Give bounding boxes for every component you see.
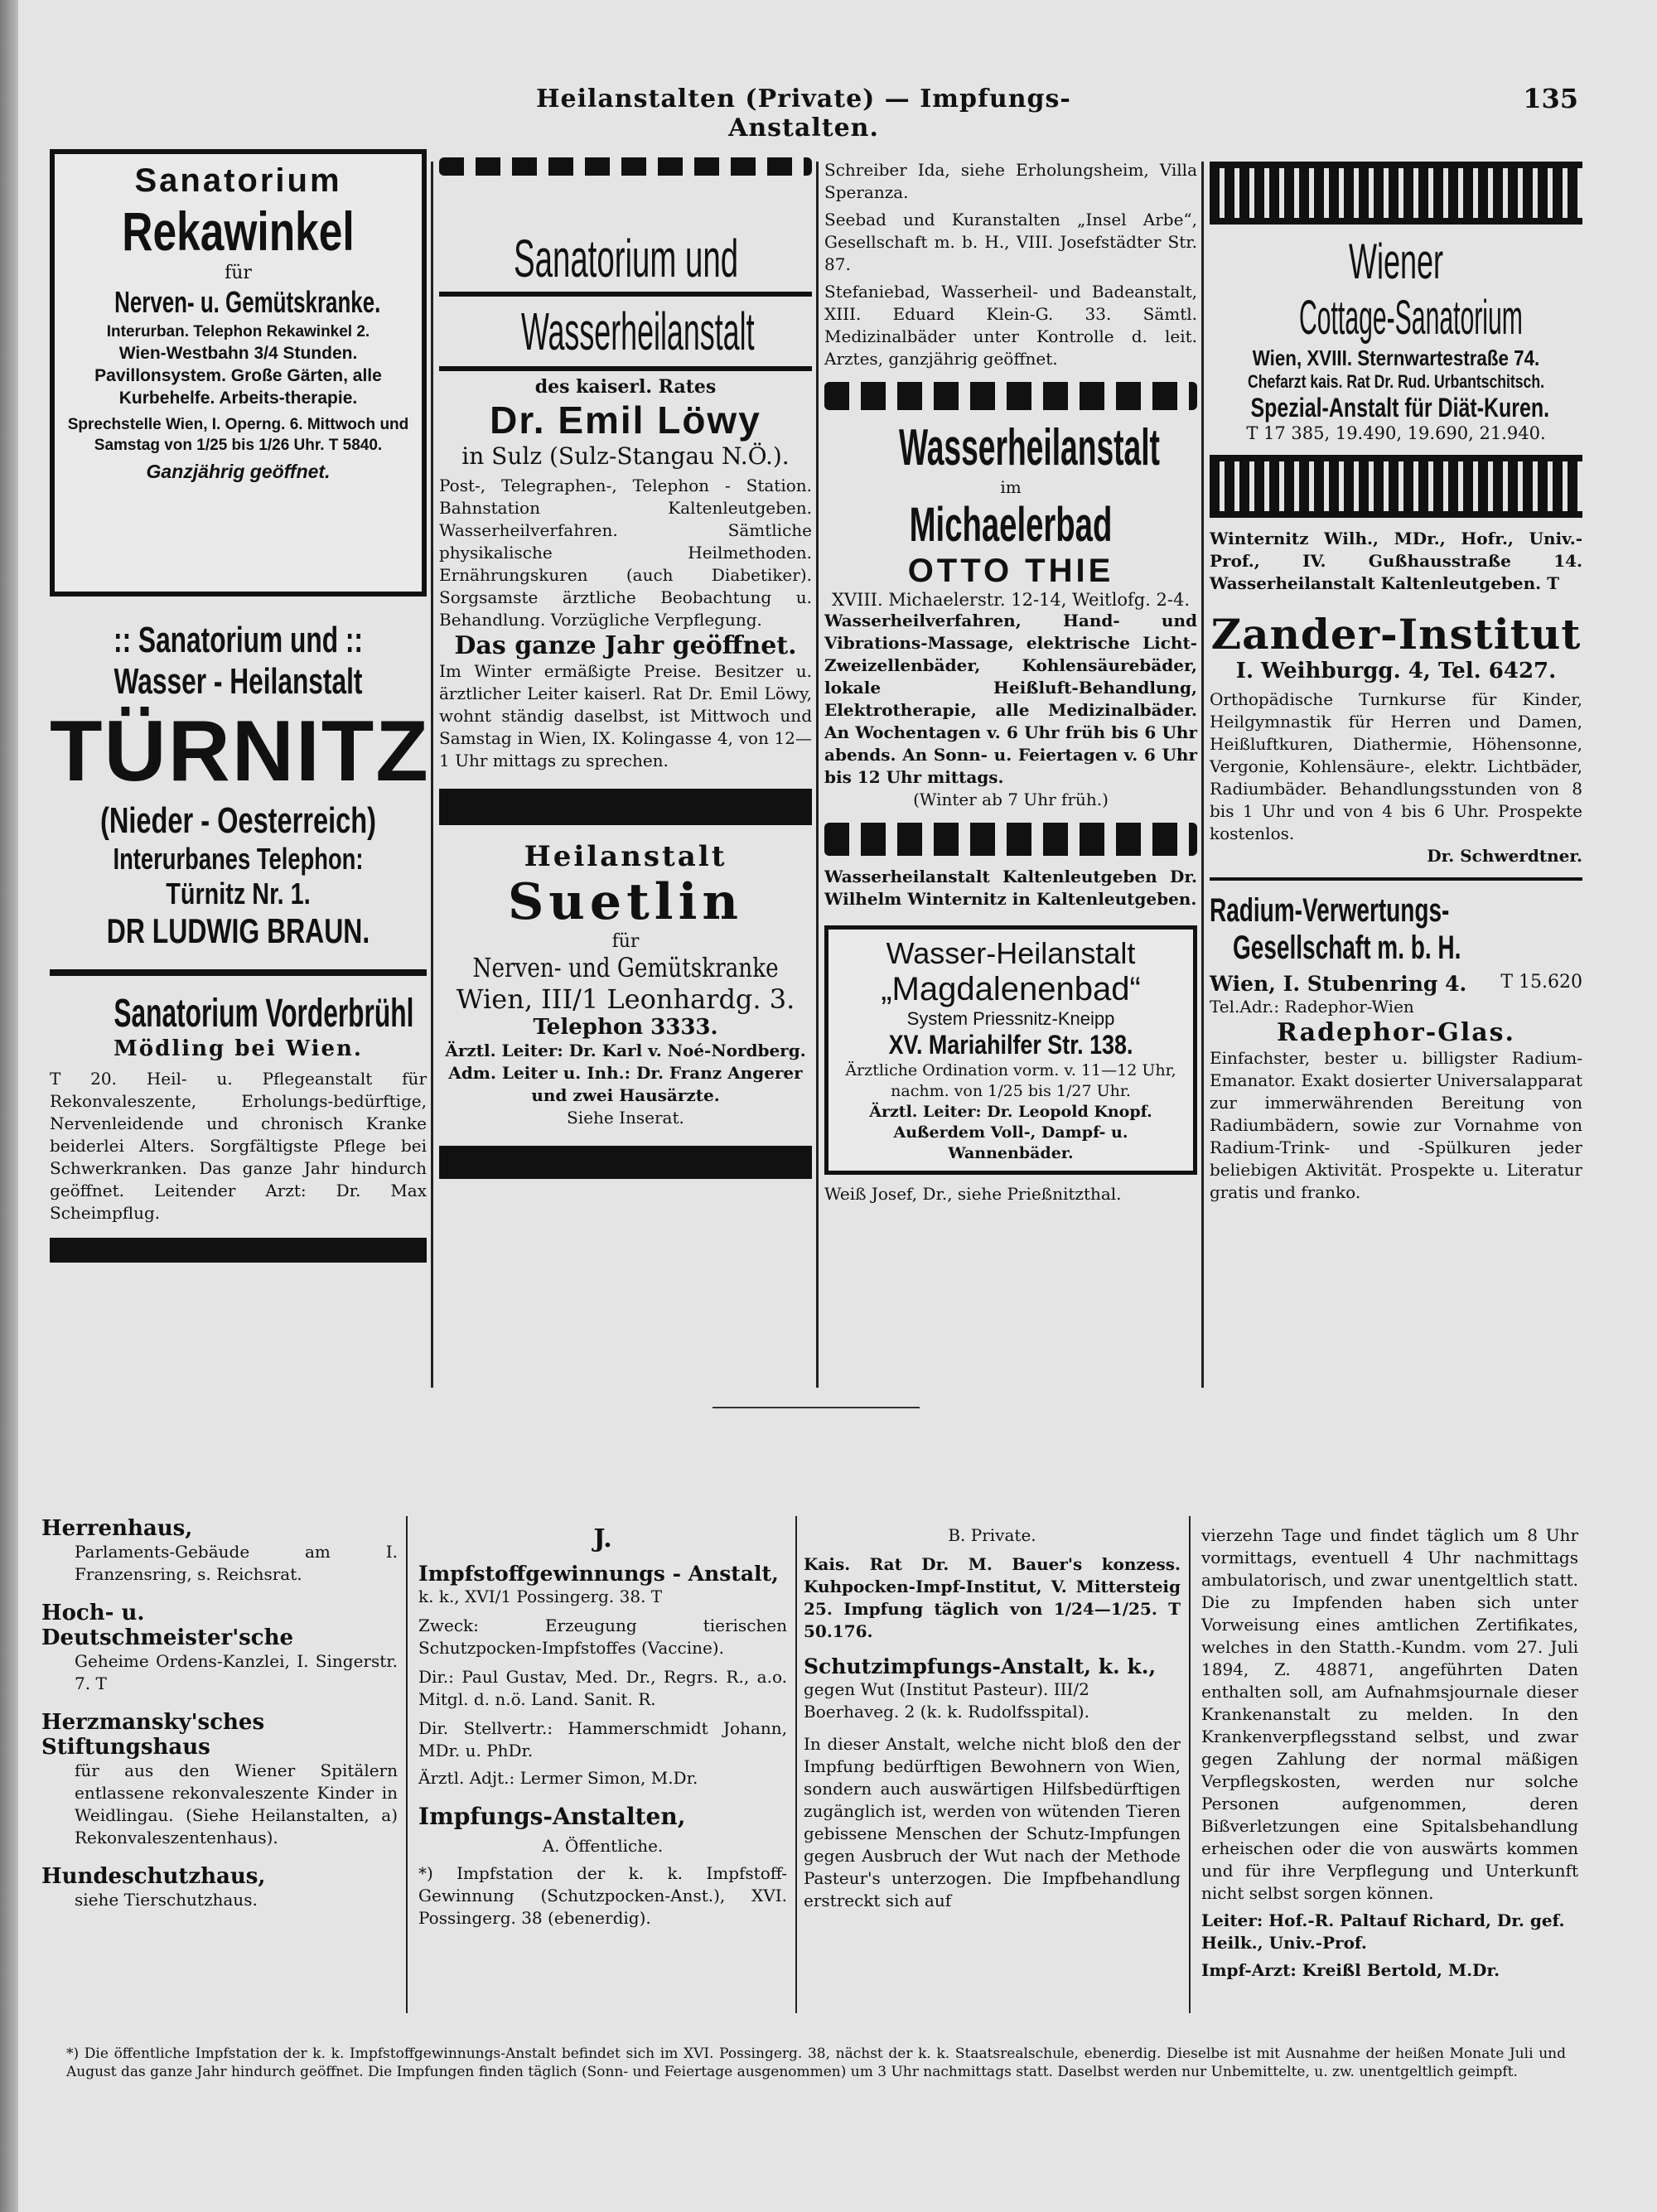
lower-entry-body: Parlaments-Gebäude am I. Franzensring, s. Reichsrat. [75,1542,398,1584]
ad-zander [1210,610,1582,867]
ad-magdalenenbad-baths: Außerdem Voll-, Dampf- u. Wannenbäder. [893,1123,1128,1162]
ad-magdalenenbad-lead: Ärztl. Leiter: Dr. Leopold Knopf. [869,1103,1152,1121]
ad-loewy-doctor: Dr. Emil Löwy [490,398,761,442]
entry-schreiber: Schreiber Ida, siehe Erholungsheim, Villa Speranza. [824,160,1197,202]
lower-column-3 [804,1524,1181,1912]
ad-radium [1210,892,1582,1204]
ad-rekawinkel [50,149,427,596]
section-letter: J. [593,1524,612,1553]
lower-entry-head: Herzmansky'sches Stiftungshaus [41,1710,265,1760]
page-gutter [0,0,18,2212]
ad-cottage-address: Wien, XVIII. Sternwartestraße 74. [1252,345,1540,370]
lower-entry-body: für aus den Wiener Spitälern entlassene rekonvaleszente Kinder in Weidlingau. (Siehe Heilanstalten, a) Rekonvaleszentenhaus). [75,1760,398,1847]
ad-loewy-text: Post-, Telegraphen-, Telephon - Station. Bahnstation Kaltenleutgeben. Wasserheilverfahren. Sämtliche physikalische Heilmethoden. Ernährungskuren (auch Diabetiker). Sorgsamste ärztliche Beobachtung u. Behandlung. Vorzügliche Verpflegung. [439,476,812,630]
ad-suetlin-name: Suetlin [507,873,744,931]
ad-rekawinkel-office: Sprechstelle Wien, I. Operng. 6. Mittwoch und Samstag von 1/25 bis 1/26 Uhr. T 5840. [67,416,409,454]
ad-rekawinkel-name: Rekawinkel [122,200,355,262]
impfstoff-stell: Dir. Stellvertr.: Hammerschmidt Johann, MDr. u. PhDr. [418,1718,787,1760]
ad-tuernitz-region: (Nieder - Oesterreich) [100,800,376,841]
impfstoff-dir: Dir.: Paul Gustav, Med. Dr., Regrs. R., a.o. Mitgl. d. n.ö. Land. Sanit. R. [418,1667,787,1709]
ad-rekawinkel-text: Wien-Westbahn 3/4 Stunden. Pavillonsystem. Große Gärten, alle Kurbehelfe. Arbeits-therapie. [94,344,382,408]
column-rule [1201,162,1204,1388]
ad-magdalenenbad-address: XV. Mariahilfer Str. 138. [888,1030,1133,1060]
column-rule [816,162,819,1388]
lower-entry-head: Hoch- u. Deutschmeister'sche [41,1601,294,1650]
ad-magdalenenbad-name: „Magdalenenbad“ [881,971,1141,1007]
ad-suetlin-ref: Siehe Inserat. [567,1108,684,1128]
ad-suetlin [439,840,812,1129]
column-rule [406,1516,408,2013]
ad-zander-name: Zander-Institut [1210,610,1582,659]
ad-loewy [439,225,812,772]
ad-loewy-sub: des kaiserl. Rates [534,376,717,398]
entry-winternitz: Winternitz Wilh., MDr., Hofr., Univ.-Prof., IV. Gußhausstraße 14. Wasserheilanstalt Kaltenleutgeben. T [1210,529,1582,593]
lower-entry-head: Herrenhaus, [41,1516,193,1541]
ad-suetlin-specialty: Nerven- und Gemütskranke [472,952,779,983]
divider-bar [439,1146,812,1179]
ad-radium-product: Radephor-Glas. [1277,1018,1515,1047]
schutz-head: Schutzimpfungs-Anstalt, k. k., [804,1654,1157,1678]
entry-kaltenleutgeben: Wasserheilanstalt Kaltenleutgeben Dr. Wilhelm Winternitz in Kaltenleutgeben. [824,867,1197,909]
ad-suetlin-adm: Adm. Leiter u. Inh.: Dr. Franz Angerer und zwei Hausärzte. [448,1063,803,1105]
ad-vorderbruehl [50,991,427,1224]
schutz-arzt: Impf-Arzt: Kreißl Bertold, M.Dr. [1201,1960,1500,1980]
ad-tuernitz [50,620,430,951]
entry-weiss: Weiß Josef, Dr., siehe Prießnitzthal. [824,1184,1122,1204]
ad-rekawinkel-fuer: für [225,263,252,283]
impfstoff-zweck: Zweck: Erzeugung tierischen Schutzpocken-Impfstoffes (Vaccine). [418,1616,787,1658]
column-1 [50,149,430,1263]
column-rule [1189,1516,1191,2013]
ad-vorderbruehl-text: T 20. Heil- u. Pflegeanstalt für Rekonvaleszente, Erholungs-bedürftige, Nervenleidende und chronisch Kranke beiderlei Alters. Sorgfältigste Pflege bei Schwerkranken. Das ganze Jahr hindurch geöffnet. Leitender Arzt: Dr. Max Scheimpflug. [50,1069,427,1223]
private-sub: B. Private. [948,1525,1036,1545]
ad-cottage-chief: Chefarzt kais. Rat Dr. Rud. Urbantschitsch. [1248,371,1544,392]
ad-tuernitz-line2: Wasser - Heilanstalt [114,661,363,702]
lower-entry-head: Hundeschutzhaus, [41,1864,266,1889]
ad-rekawinkel-phone: Interurban. Telephon Rekawinkel 2. [106,323,370,340]
column-4 [1210,162,1582,1204]
ad-magdalenenbad-line1: Wasser-Heilanstalt [886,936,1136,970]
ad-rekawinkel-specialty: Nerven- u. Gemütskranke. [114,285,381,319]
ad-suetlin-lead: Ärztl. Leiter: Dr. Karl v. Noé-Nordberg. [445,1041,806,1060]
ornament-band [439,157,812,176]
ad-loewy-text2: Im Winter ermäßigte Preise. Besitzer u. ärztlicher Leiter kaiserl. Rat Dr. Emil Löwy, wohnt ständig daselbst, ist Mittwoch und Samstag in Wien, IX. Kolingasse 4, von 12—1 Uhr mittags zu sprechen. [439,661,812,770]
schutz-text: In dieser Anstalt, welche nicht bloß den der Impfung bedürftigen Bewohnern von Wien, sondern auch auswärtigen Hilfsbedürftigen zugänglich ist, werden von wütenden Tieren gebissene Menschen der Schutz-Impfungen gegen Ausbruch der Wut nach der Methode Pasteur's unterzogen. Die Impfbehandlung erstreckt sich auf [804,1734,1181,1910]
ornament-band [1210,455,1582,518]
ad-tuernitz-phone-label: Interurbanes Telephon: [113,842,364,876]
column-rule [431,162,433,1388]
ad-vorderbruehl-place: Mödling bei Wien. [114,1036,363,1061]
ad-suetlin-phone: Telephon 3333. [533,1015,718,1040]
ad-michaelerbad-name: Michaelerbad [909,498,1113,552]
ad-radium-tel: Tel.Adr.: Radephor-Wien [1210,997,1414,1017]
entry-seebad: Seebad und Kuranstalten „Insel Arbe“, Gesellschaft m. b. H., VIII. Josefstädter Str. 87. [824,210,1197,274]
schutz-text-cont: vierzehn Tage und findet täglich um 8 Uhr vormittags, eventuell 4 Uhr nachmittags ambulatorisch, und zwar unentgeltlich statt. Die zu Impfenden haben sich unter Vorweisung eines amtlichen Zertifikates, welches in den Statth.-Kundm. vom 27. Juli 1894, Z. 48871, angeführten Daten enthalten soll, am Aufnahmsjournale dieser Krankenanstalt zu melden. In den Krankenverpflegsstand selbst, und zwar gegen Zahlung der normal mäßigen Verpflegskosten, werden nur solche Personen aufgenommen, deren Bißverletzungen eine Spitalsbehandlung erheischen oder die von auswärts kommen und für ihre Verpflegung und Unterkunft nicht selbst sorgen können. [1201,1525,1578,1903]
entry-stefaniebad: Stefaniebad, Wasserheil- und Badeanstalt, XIII. Eduard Klein-G. 33. Sämtl. Medizinalbäder unter Kontrolle d. leit. Arztes, ganzjährig geöffnet. [824,282,1197,369]
ad-zander-text: Orthopädische Turnkurse für Kinder, Heilgymnastik für Herren und Damen, Heißluftkuren, Diathermie, Höhensonne, Vergonie, Kohlensäure-, elektr. Lichtbäder, Radiumbäder. Behandlungsstunden von 8 bis 1 Uhr und von 4 bis 6 Uhr. Prospekte kostenlos. [1210,689,1582,843]
divider-bar [50,969,427,976]
ad-cottage-line1: Wiener [1348,234,1444,289]
ad-magdalenenbad [824,925,1197,1175]
page-number: 135 [1523,83,1578,114]
ad-loewy-open: Das ganze Jahr geöffnet. [454,631,797,660]
lower-column-2 [418,1524,787,1929]
ornament-band [824,382,1197,410]
ad-tuernitz-name: TÜRNITZ [50,703,430,799]
impfungs-note: *) Impfstation der k. k. Impfstoff-Gewinnung (Schutzpocken-Anst.), XVI. Possingerg. 38 (ebenerdig). [418,1863,787,1928]
ad-magdalenenbad-hours: Ärztliche Ordination vorm. v. 11—12 Uhr, nachm. von 1/25 bis 1/27 Uhr. [845,1061,1176,1100]
lower-column-4 [1201,1524,1578,1982]
ad-michaelerbad-winter: (Winter ab 7 Uhr früh.) [913,790,1109,809]
schutz-body: gegen Wut (Institut Pasteur). III/2 Boerhaveg. 2 (k. k. Rudolfsspital). [804,1679,1089,1722]
ad-zander-sign: Dr. Schwerdtner. [1427,846,1582,866]
ad-cottage [1210,233,1582,443]
divider-bar [1210,877,1582,881]
schutz-leiter: Leiter: Hof.-R. Paltauf Richard, Dr. gef. Heilk., Univ.-Prof. [1201,1910,1565,1953]
divider-bar [50,1238,427,1263]
ad-tuernitz-line1: :: Sanatorium und :: [114,620,363,660]
bauer-entry: Kais. Rat Dr. M. Bauer's konzess. Kuhpocken-Impf-Institut, V. Mittersteig 25. Impfung täglich von 1/24—1/25. T 50.176. [804,1554,1181,1641]
ad-loewy-place: in Sulz (Sulz-Stangau N.Ö.). [461,442,790,470]
ad-michaelerbad-im: im [1000,477,1022,497]
ad-rekawinkel-line1: Sanatorium [134,162,342,199]
ad-radium-text: Einfachster, bester u. billigster Radium-Emanator. Exakt dosierter Universalapparat zur immerwährenden Bereitung von Radiumbädern, sowie zur Vornahme von Radium-Trink- und -Spülkuren jeder beliebigen Aktivität. Prospekte u. Literatur gratis und franko. [1210,1048,1582,1202]
impfstoff-adj: Ärztl. Adjt.: Lermer Simon, M.Dr. [418,1768,698,1788]
ad-zander-address: I. Weihburgg. 4, Tel. 6427. [1235,659,1557,683]
page-header-title: Heilanstalten (Private) — Impfungs-Anstalten. [536,85,1071,142]
ad-suetlin-fuer: für [611,931,640,952]
lower-entry-body: siehe Tierschutzhaus. [75,1890,258,1910]
divider-bar [439,789,812,825]
ad-radium-name2: Gesellschaft m. b. H. [1233,930,1461,966]
impfstoff-head: Impfstoffgewinnungs - Anstalt, [418,1562,779,1586]
ad-suetlin-address: Wien, III/1 Leonhardg. 3. [456,983,795,1015]
ad-michaelerbad-owner: OTTO THIE [907,553,1114,589]
ad-rekawinkel-footer: Ganzjährig geöffnet. [146,461,331,482]
ad-cottage-phones: T 17 385, 19.490, 19.690, 21.940. [1246,423,1546,443]
ad-radium-name1: Radium-Verwertungs- [1210,892,1450,929]
ad-cottage-special: Spezial-Anstalt für Diät-Kuren. [1250,393,1550,423]
divider-bar [439,366,812,371]
lower-column-1 [41,1516,398,1911]
impfstoff-addr: k. k., XVI/1 Possingerg. 38. T [418,1587,663,1606]
ad-magdalenenbad-system: System Priessnitz-Kneipp [906,1008,1115,1029]
ad-michaelerbad-line1: Wasserheilanstalt [899,419,1160,476]
column-2 [439,157,812,1179]
ad-radium-address: Wien, I. Stubenring 4. [1210,972,1467,996]
ad-suetlin-line1: Heilanstalt [524,840,727,873]
ornament-band [1210,162,1582,225]
ad-cottage-name: Cottage-Sanatorium [1299,291,1523,345]
impfungs-sub: A. Öffentliche. [542,1836,664,1856]
ad-tuernitz-doctor: DR LUDWIG BRAUN. [106,911,370,950]
ad-michaelerbad-address: XVIII. Michaelerstr. 12-14, Weitlofg. 2-4. [831,590,1191,610]
ornament-band [824,823,1197,856]
ad-tuernitz-phone: Türnitz Nr. 1. [166,877,311,910]
column-rule [795,1516,797,2013]
ad-radium-phone: T 15.620 [1500,972,1582,993]
ad-loewy-line1: Sanatorium und [514,229,739,288]
footnote: *) Die öffentliche Impfstation der k. k. Impfstoffgewinnungs-Anstalt befindet sich im XVI. Possingerg. 38, nächst der k. k. Staatsrealschule, ebenerdig. Dieselbe ist mit Ausnahme der heißen Monate Juli und August das ganze Jahr hindurch geöffnet. Die Impfungen finden täglich (Sonn- und Feiertage ausgenommen) um 3 Uhr nachmittags statt. Daselbst werden nur Unbemittelte, u. zw. unentgeltlich geimpft. [66,2045,1566,2080]
ad-loewy-line2: Wasserheilanstalt [521,302,755,361]
lower-entry-body: Geheime Ordens-Kanzlei, I. Singerstr. 7. T [75,1651,398,1693]
column-3 [824,159,1197,1205]
ad-michaelerbad-text: Wasserheilverfahren, Hand- und Vibrations-Massage, elektrische Licht-Zweizellenbäder, Kohlensäurebäder, lokale Heißluft-Behandlung, Elektrotherapie, alle Medizinalbäder. An Wochentagen v. 6 Uhr früh bis 6 Uhr abends. An Sonn- u. Feiertagen v. 6 Uhr bis 12 Uhr mittags. [824,611,1197,787]
section-rule [713,1407,920,1408]
ad-michaelerbad [824,418,1197,811]
ad-vorderbruehl-name: Sanatorium Vorderbrühl [114,992,414,1036]
impfungs-section: Impfungs-Anstalten, [418,1803,686,1830]
